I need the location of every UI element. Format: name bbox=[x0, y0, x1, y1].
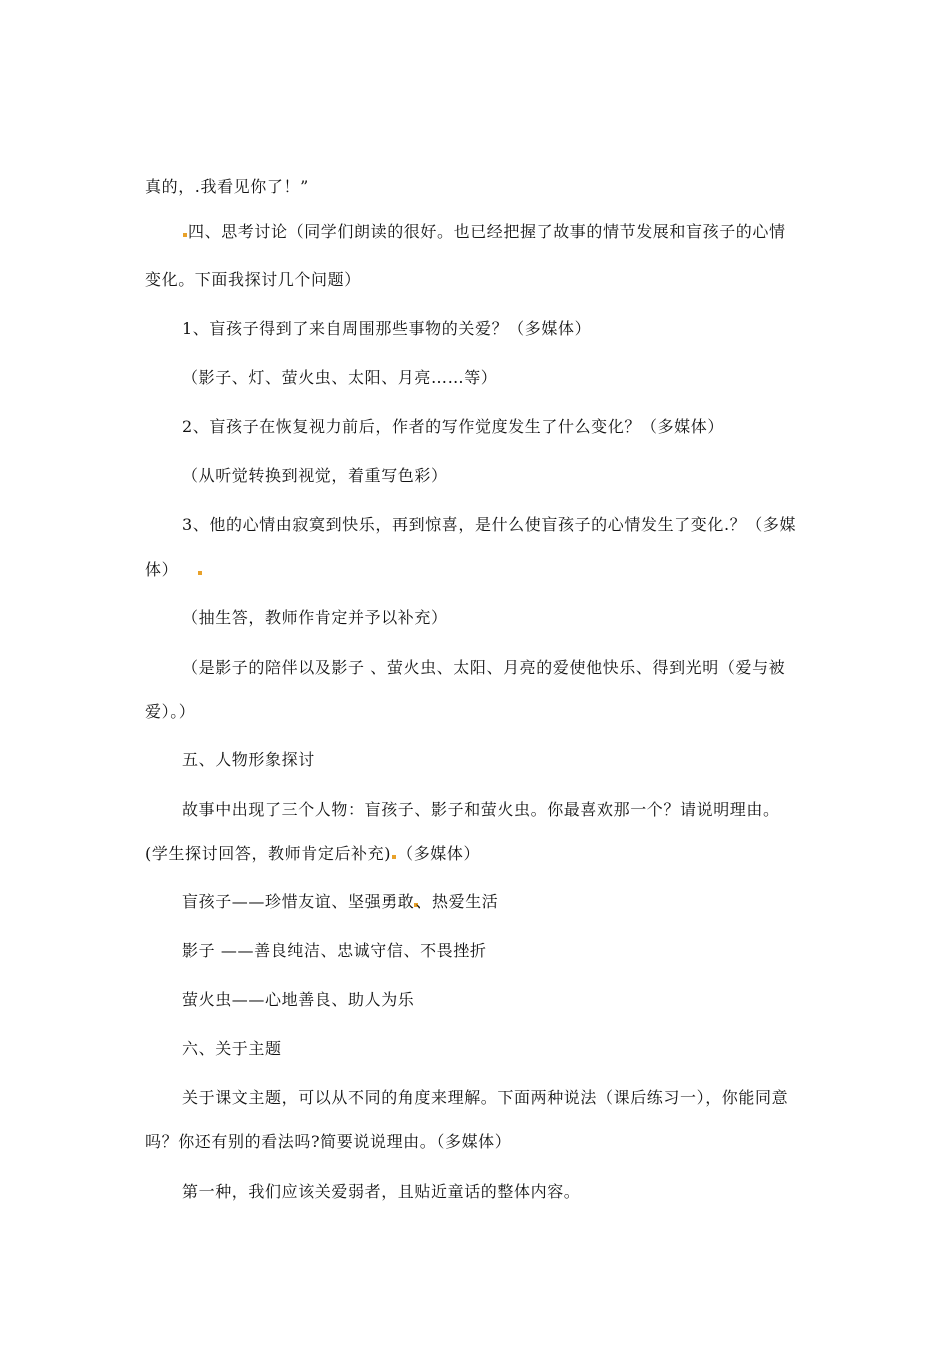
text-run: 五、人物形象探讨 bbox=[182, 750, 315, 769]
text-run: 盲孩子——珍惜友谊、坚强勇敢 bbox=[182, 892, 415, 911]
paragraph-line bbox=[182, 799, 780, 821]
section-heading-6 bbox=[182, 1038, 282, 1060]
character-blind-child bbox=[182, 891, 498, 913]
paragraph-line bbox=[145, 843, 480, 865]
paragraph-line bbox=[182, 1087, 788, 1109]
revision-marker bbox=[392, 855, 396, 859]
text-run: 四、思考讨论（同学们朗读的很好。也已经把握了故事的情节发展和盲孩子的心情 bbox=[188, 222, 786, 241]
character-shadow bbox=[182, 940, 487, 962]
text-run: 影子 ——善良纯洁、忠诚守信、不畏挫折 bbox=[182, 941, 487, 960]
text-run: （从听觉转换到视觉，着重写色彩） bbox=[182, 466, 448, 485]
text-run: （是影子的陪伴以及影子 、萤火虫、太阳、月亮的爱使他快乐、得到光明（爱与被 bbox=[182, 658, 786, 677]
answer-3b bbox=[182, 657, 785, 679]
question-2 bbox=[182, 416, 724, 438]
revision-marker bbox=[183, 233, 187, 237]
text-run: 六、关于主题 bbox=[182, 1039, 282, 1058]
paragraph-line bbox=[145, 701, 195, 723]
text-run: 真的，.我看见你了！” bbox=[145, 177, 309, 196]
text-run: (学生探讨回答，教师肯定后补充) bbox=[145, 844, 392, 863]
text-run: 、热爱生活 bbox=[415, 892, 499, 911]
text-run: 变化。下面我探讨几个问题） bbox=[145, 270, 361, 289]
paragraph-line bbox=[145, 176, 309, 198]
text-run: 3、他的心情由寂寞到快乐，再到惊喜，是什么使盲孩子的心情发生了变化.？（多媒 bbox=[182, 515, 797, 534]
section-heading-4 bbox=[182, 221, 786, 243]
text-run: 萤火虫——心地善良、助人为乐 bbox=[182, 990, 415, 1009]
text-run: 第一种，我们应该关爱弱者，且贴近童话的整体内容。 bbox=[182, 1182, 581, 1201]
text-run: 吗？你还有别的看法吗?简要说说理由。（多媒体） bbox=[145, 1132, 512, 1151]
text-run: 故事中出现了三个人物：盲孩子、影子和萤火虫。你最喜欢那一个？请说明理由。 bbox=[182, 800, 780, 819]
answer-2 bbox=[182, 465, 448, 487]
text-run: 体） bbox=[145, 560, 179, 579]
revision-marker bbox=[198, 571, 202, 575]
character-firefly bbox=[182, 989, 414, 1011]
text-run: 1、盲孩子得到了来自周围那些事物的关爱？（多媒体） bbox=[182, 319, 592, 338]
question-3 bbox=[182, 514, 796, 536]
text-run: （影子、灯、萤火虫、太阳、月亮……等） bbox=[182, 368, 498, 387]
question-1 bbox=[182, 318, 591, 340]
text-run: 2、盲孩子在恢复视力前后，作者的写作觉度发生了什么变化？（多媒体） bbox=[182, 417, 724, 436]
text-run: 爱）。） bbox=[145, 702, 196, 721]
paragraph-line bbox=[182, 1181, 580, 1203]
paragraph-line bbox=[145, 1131, 511, 1153]
text-run: （多媒体） bbox=[397, 844, 481, 863]
text-run: （抽生答，教师作肯定并予以补充） bbox=[182, 608, 448, 627]
text-run: 关于课文主题，可以从不同的角度来理解。下面两种说法（课后练习一），你能同意 bbox=[182, 1088, 789, 1107]
answer-1 bbox=[182, 367, 497, 389]
section-heading-5 bbox=[182, 749, 315, 771]
paragraph-line bbox=[145, 559, 203, 581]
answer-3a bbox=[182, 607, 448, 629]
paragraph-line bbox=[145, 269, 361, 291]
